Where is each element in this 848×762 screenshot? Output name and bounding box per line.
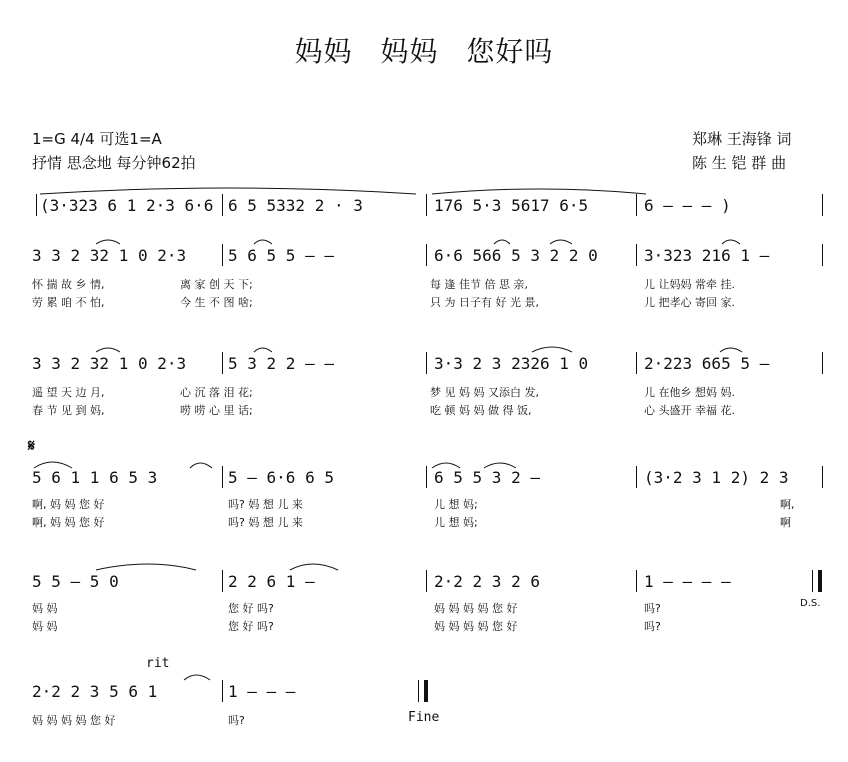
- lyric-verse-1: 遥 望 天 边 月,: [32, 386, 105, 399]
- measure-notes: 6 5 5 3 2 –: [434, 468, 540, 487]
- barline: [636, 194, 637, 216]
- lyric-verse-2: 啊: [780, 516, 791, 529]
- barline: [636, 466, 637, 488]
- final-barline: [424, 680, 428, 702]
- composer-credit: 陈 生 铠 群 曲: [692, 154, 787, 172]
- lyric-verse-2: 妈 妈 妈 妈 您 好: [434, 620, 518, 633]
- measure-notes: 6 – – – ): [644, 196, 731, 215]
- lyric-verse-1: 儿 在他乡 想妈 妈.: [644, 386, 735, 399]
- measure-notes: (3·323 6 1 2·3 6·6: [40, 196, 214, 215]
- lyric-verse-2: 吗? 妈 想 儿 来: [228, 516, 303, 529]
- song-title: 妈妈 妈妈 您好吗: [294, 35, 554, 68]
- barline: [418, 680, 419, 702]
- lyric-verse-1: 每 逢 佳节 倍 思 亲,: [430, 278, 528, 291]
- key-tempo-info: 1=G 4/4 可选1=A: [32, 130, 162, 148]
- measure-notes: 5 6 5 5 – –: [228, 246, 334, 265]
- barline: [222, 466, 223, 488]
- measure-notes: 1 – – – –: [644, 572, 731, 591]
- score-line-1: [0, 238, 848, 348]
- lyric-verse-2: 劳 累 咱 不 怕,: [32, 296, 105, 309]
- barline: [222, 244, 223, 266]
- barline: [426, 194, 427, 216]
- lyric-verse-2: 春 节 见 到 妈,: [32, 404, 105, 417]
- measure-notes: 6·6 566 5 3 2 2 0: [434, 246, 598, 265]
- measure-notes: 3 3 2 32 1 0 2·3: [32, 354, 187, 373]
- barline: [222, 680, 223, 702]
- end-repeat-barline: [818, 570, 822, 592]
- lyric-verse-2: 吗?: [644, 620, 661, 633]
- lyricist-credit: 郑琳 王海锋 词: [692, 130, 792, 148]
- lyric-verse-1: 妈 妈: [32, 602, 58, 615]
- barline: [222, 352, 223, 374]
- score-line-5: [0, 652, 848, 762]
- lyric-verse-1: 啊,: [780, 498, 795, 511]
- measure-notes: 5 3 2 2 – –: [228, 354, 334, 373]
- barline: [812, 570, 813, 592]
- lyric-verse-1: 怀 揣 故 乡 情,: [32, 278, 105, 291]
- barline: [636, 352, 637, 374]
- lyric-verse-2: 啊, 妈 妈 您 好: [32, 516, 105, 529]
- dal-segno-mark: D.S.: [800, 598, 821, 609]
- measure-notes: 2·2 2 3 2 6: [434, 572, 540, 591]
- lyric-verse-2: 唠 唠 心 里 话;: [180, 404, 253, 417]
- rit-marking: rit: [146, 656, 170, 671]
- barline: [636, 244, 637, 266]
- lyric-verse-2: 只 为 日子有 好 光 景,: [430, 296, 539, 309]
- lyric-verse-1: 啊, 妈 妈 您 好: [32, 498, 105, 511]
- barline: [222, 570, 223, 592]
- measure-notes: 5 6 1 1 6 5 3: [32, 468, 158, 487]
- barline: [636, 570, 637, 592]
- measure-notes: 3·3 2 3 2326 1 0: [434, 354, 589, 373]
- segno-sign: 𝄋: [28, 436, 35, 455]
- barline: [822, 352, 823, 374]
- measure-notes: 3·323 216 1 –: [644, 246, 770, 265]
- expression-marking: 抒情 思念地 每分钟62拍: [32, 154, 196, 172]
- measure-notes: (3·2 3 1 2) 2 3: [644, 468, 789, 487]
- lyric-verse-1: 儿 让妈妈 常牵 挂.: [644, 278, 735, 291]
- score-line-4: [0, 556, 848, 666]
- fine-mark: Fine: [408, 710, 440, 725]
- barline: [822, 244, 823, 266]
- lyric-verse-1: 吗?: [228, 714, 245, 727]
- barline: [36, 194, 37, 216]
- barline: [822, 194, 823, 216]
- measure-notes: 2·2 2 3 5 6 1: [32, 682, 158, 701]
- lyric-verse-1: 儿 想 妈;: [434, 498, 478, 511]
- lyric-verse-2: 儿 把孝心 寄回 家.: [644, 296, 735, 309]
- lyric-verse-1: 您 好 吗?: [228, 602, 274, 615]
- measure-notes: 1 – – –: [228, 682, 296, 701]
- slur-marks: [0, 440, 848, 550]
- lyric-verse-2: 吃 顿 妈 妈 做 得 饭,: [430, 404, 532, 417]
- lyric-verse-1: 吗? 妈 想 儿 来: [228, 498, 303, 511]
- measure-notes: 5 – 6·6 6 5: [228, 468, 334, 487]
- measure-notes: 2 2 6 1 –: [228, 572, 315, 591]
- lyric-verse-2: 心 头盛开 幸福 花.: [644, 404, 735, 417]
- measure-notes: 6 5 5332 2 · 3: [228, 196, 363, 215]
- lyric-verse-2: 儿 想 妈;: [434, 516, 478, 529]
- lyric-verse-2: 您 好 吗?: [228, 620, 274, 633]
- measure-notes: 3 3 2 32 1 0 2·3: [32, 246, 187, 265]
- score-line-3: [0, 436, 848, 550]
- barline: [222, 194, 223, 216]
- slur-marks: [0, 652, 848, 762]
- lyric-verse-1: 心 沉 落 泪 花;: [180, 386, 253, 399]
- lyric-verse-1: 妈 妈 妈 妈 您 好: [32, 714, 116, 727]
- measure-notes: 5 5 – 5 0: [32, 572, 119, 591]
- lyric-verse-1: 妈 妈 妈 妈 您 好: [434, 602, 518, 615]
- measure-notes: 2·223 665 5 –: [644, 354, 770, 373]
- lyric-verse-2: 妈 妈: [32, 620, 58, 633]
- barline: [822, 466, 823, 488]
- barline: [426, 466, 427, 488]
- lyric-verse-2: 今 生 不 图 啥;: [180, 296, 253, 309]
- barline: [426, 244, 427, 266]
- barline: [426, 352, 427, 374]
- lyric-verse-1: 梦 见 妈 妈 又添白 发,: [430, 386, 539, 399]
- barline: [426, 570, 427, 592]
- lyric-verse-1: 离 家 创 天 下;: [180, 278, 253, 291]
- lyric-verse-1: 吗?: [644, 602, 661, 615]
- measure-notes: 176 5·3 5617 6·5: [434, 196, 589, 215]
